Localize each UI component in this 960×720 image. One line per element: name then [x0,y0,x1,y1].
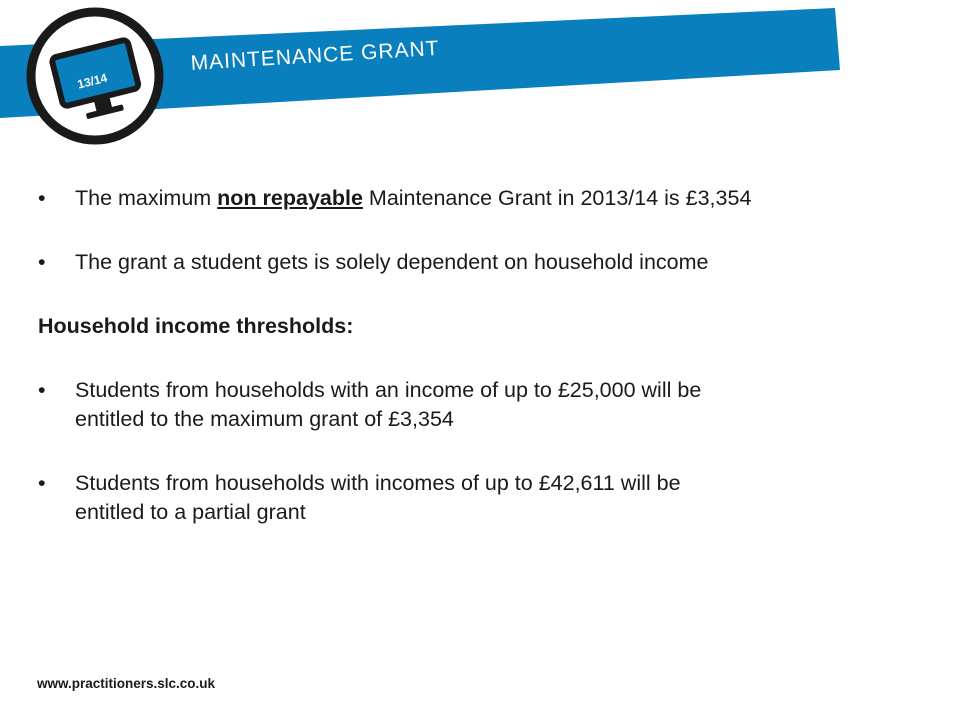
bullet-threshold-partial [38,469,938,527]
year-badge-label: 13/14 [76,70,109,92]
page-title: MAINTENANCE GRANT [190,36,441,75]
bullet-marker: • [38,471,46,495]
bullet-text-line2: entitled to a partial grant [75,500,306,524]
bullet-marker: • [38,378,46,402]
bullet-text-line1: Students from households with incomes of up to £42,611 will be [75,471,681,495]
bullet-marker: • [38,186,46,210]
section-heading: Household income thresholds: [38,314,354,338]
bullet-household-income [38,248,938,277]
bullet-text: The grant a student gets is solely dependent on household income [75,250,709,274]
bullet-threshold-full [38,376,938,434]
bullet-text-suffix: Maintenance Grant in 2013/14 is £3,354 [362,186,752,210]
bullet-text-line2: entitled to the maximum grant of £3,354 [75,407,454,431]
bullet-text-line1: Students from households with an income of up to £25,000 will be [75,378,702,402]
bullet-text-prefix: The maximum [75,186,218,210]
slide-body [38,184,938,527]
header-banner [0,0,960,160]
bullet-text-emphasis: non repayable [217,186,363,210]
bullet-max-grant [38,184,938,213]
footer-url: www.practitioners.slc.co.uk [37,676,216,691]
bullet-marker: • [38,250,46,274]
